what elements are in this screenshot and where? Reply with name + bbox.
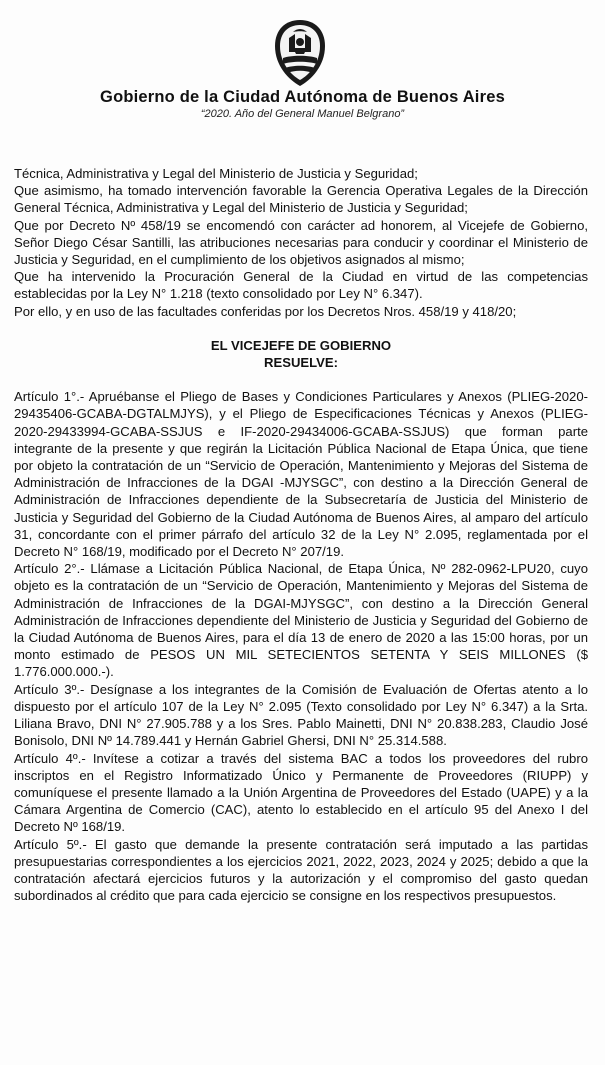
year-motto: “2020. Año del General Manuel Belgrano” [200,108,405,120]
article-3: Artículo 3º.- Desígnase a los integrantes de la Comisión de Evaluación de Ofertas atento a lo dispuesto por el artículo 107 de la Ley N° 2.095 (Texto consolidado por Ley N° 6.347) a la Srta. Liliana Bravo, DNI N° 27.905.788 y a los Sres. Pablo Mainetti, DNI N° 20.838.283, Claudio José Bonisolo, DNI Nº 14.789.441 y Hernán Gabriel Ghersi, DNI N° 25.314.588. [14,681,588,749]
article-4: Artículo 4º.- Invítese a cotizar a través del sistema BAC a todos los proveedores del rubro inscriptos en el Registro Informatizado Único y Permanente de Proveedores (RIUPP) y comuníquese el presente llamado a la Unión Argentina de Proveedores del Estado (UAPE) y a la Cámara Argentina de Comercio (CAC), atento lo establecido en el artículo 95 del Anexo I del Decreto Nº 168/19. [14,750,588,835]
resolution-subheading: RESUELVE: [264,355,338,371]
resolution-heading: EL VICEJEFE DE GOBIERNO [210,337,392,353]
article-2: Artículo 2°.- Llámase a Licitación Pública Nacional, de Etapa Única, Nº 282-0962-LPU20, cuyo objeto es la contratación de un “Servicio de Operación, Mantenimiento y Mejoras del Sistema de Administración de Infracciones de la DGAI-MJYSGC”, con destino a la Dirección General Administración de Infracciones dependiente del Ministerio de Justicia y Seguridad del Gobierno de la Ciudad Autónoma de Buenos Aires, para el día 13 de enero de 2020 a las 15:00 horas, por un monto estimado de PESOS UN MIL SETECIENTOS SETENTA Y SEIS MILLONES ($ 1.776.000.000.-). [14,561,588,680]
government-title: Gobierno de la Ciudad Autónoma de Buenos Aires [100,88,505,106]
paragraph: Por ello, y en uso de las facultades conferidas por los Decretos Nros. 458/19 y 418/20; [14,303,517,319]
document-body [14,165,588,904]
paragraph: Que asimismo, ha tomado intervención favorable la Gerencia Operativa Legales de la Dirección General Técnica, Administrativa y Legal del Ministerio de Justicia y Seguridad; [14,183,588,216]
spacer [14,371,588,388]
spacer [14,320,588,337]
city-coat-of-arms-icon [271,18,329,88]
article-1: Artículo 1°.- Apruébanse el Pliego de Bases y Condiciones Particulares y Anexos (PLIEG-2020-29435406-GCABA-DGTALMJYS), y el Pliego de Especificaciones Técnicas y Anexos (PLIEG-2020-29433994-GCABA-SSJUS e IF-2020-29434006-GCABA-SSJUS) que forman parte integrante de la presente y que regirán la Licitación Pública Nacional de Etapa Única, que tiene por objeto la contratación de un “Servicio de Operación, Mantenimiento y Mejoras del Sistema de Administración de Infracciones de la DGAI -MJYSGC”, con destino a la Dirección General de Administración de Infracciones dependiente de la Subsecretaría de Justicia del Ministerio de Justicia y Seguridad del Gobierno de la Ciudad Autónoma de Buenos Aires, al amparo del artículo 31, concordante con el primer párrafo del artículo 32 de la Ley N° 2.095, reglamentada por el Decreto N° 168/19, modificado por el Decreto N° 207/19. [14,389,588,560]
paragraph: Técnica, Administrativa y Legal del Ministerio de Justicia y Seguridad; [14,166,418,181]
paragraph: Que ha intervenido la Procuración General de la Ciudad en virtud de las competencias establecidas por la Ley N° 1.218 (texto consolidado por Ley N° 6.347). [14,269,588,302]
article-5: Artículo 5º.- El gasto que demande la presente contratación será imputado a las partidas presupuestarias correspondientes a los ejercicios 2021, 2022, 2023, 2024 y 2025; debido a que la contratación afectará ejercicios futuros y la autorización y el compromiso del gasto quedan subordinados al crédito que para cada ejercicio se consigne en los respectivos presupuestos. [14,836,588,904]
paragraph: Que por Decreto Nº 458/19 se encomendó con carácter ad honorem, al Vicejefe de Gobierno, Señor Diego César Santilli, las atribuciones necesarias para conducir y coordinar el Ministerio de Justicia y Seguridad, en el cumplimiento de los objetivos asignados al mismo; [14,217,588,268]
